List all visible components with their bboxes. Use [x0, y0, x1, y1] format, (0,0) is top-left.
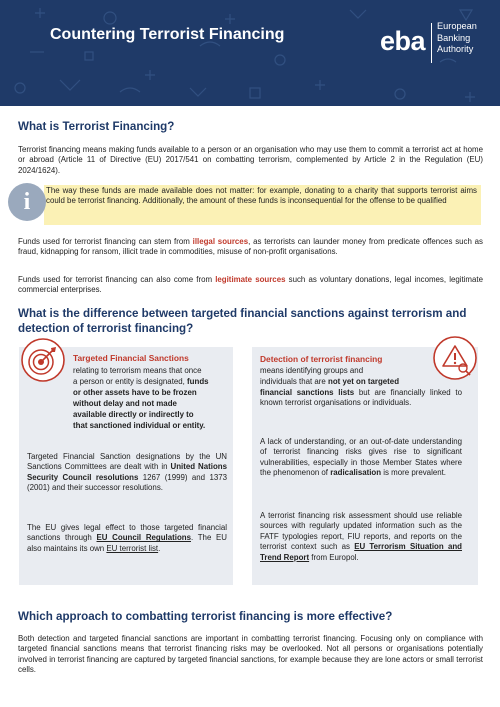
assessment-text: A terrorist financing risk assessment should use reliable sources with regularly updated information such as the FATF typologies report, FIU reports, and reports on the terrorist context such as	[260, 511, 462, 552]
sanctions-line	[73, 377, 209, 387]
eba-logo	[380, 21, 477, 63]
un-sanctions-paragraph	[27, 452, 227, 494]
note-text: The way these funds are made available does not matter: for example, donating to a charity that supports terrorist aims could be terrorist financing. Additionally, the amount of these funds is inconsequential for the offense to be qualified	[46, 186, 477, 206]
eu-text: .	[158, 543, 161, 553]
target-icon	[20, 337, 66, 383]
logo-line: Authority	[437, 44, 474, 54]
p3-text: such as voluntary donations, legal incomes, legitimate commercial enterprises.	[18, 275, 483, 295]
detection-line	[260, 377, 399, 387]
logo-wordmark	[437, 21, 477, 56]
risk-vulnerability-paragraph	[260, 437, 462, 479]
radicalisation-term: radicalisation	[330, 468, 382, 478]
section-heading-difference: What is the difference between targeted financial sanctions against terrorism and detection of terrorist financing?	[18, 307, 467, 335]
risk-assessment-paragraph	[260, 511, 462, 563]
detection-bold: not yet on targeted	[328, 377, 400, 386]
detection-paragraph	[260, 388, 462, 409]
intro-paragraph: Terrorist financing means making funds available to a person or an organisation who may use them to commit a terrorist act at home or abroad (Article 11 of Directive (EU) 2017/541 on combatting terrorism, complemented by Article 2 in the Regulation (EU) 2024/1624).	[18, 145, 483, 175]
europol-te-sat-link[interactable]: EU Terrorism Situation and Trend Report	[260, 542, 462, 562]
legitimate-sources-paragraph	[18, 275, 483, 296]
legitimate-sources-term: legitimate sources	[215, 275, 286, 284]
sanctions-line: available directly or indirectly to	[73, 410, 194, 419]
p3-text: Funds used for terrorist financing can also come from	[18, 275, 216, 284]
logo-line: European	[437, 21, 477, 31]
assessment-text: from Europol.	[309, 552, 359, 562]
sanctions-bold: funds	[187, 377, 209, 386]
sanctions-line: that sanctioned individual or entity.	[73, 421, 206, 430]
eu-text: . The EU also maintains its own	[27, 533, 228, 553]
alert-icon	[432, 335, 478, 381]
detection-text: but are financially linked to known terrorist organisations or individuals.	[260, 388, 462, 408]
logo-line: Banking	[437, 32, 471, 43]
illegal-sources-term: illegal sources	[192, 237, 249, 246]
conclusion-paragraph: Both detection and targeted financial sanctions are important in combatting terrorist financing. Focusing only on compliance with targeted financial sanctions means that terrorist financing risks may be overlooked. Not all persons or organisations potentially involved in terrorist financing are captured by targeted financial sanctions, for example because they are lone actors or small terrorist cells.	[18, 634, 483, 675]
risk-text: A lack of understanding, or an out-of-date understanding of terrorist financing risks gives rise to significant vulnerabilities, especially in those Member States where the phenomenon of	[260, 437, 462, 478]
eu-terrorist-list-link[interactable]: EU terrorist list	[106, 543, 159, 553]
section-heading-which: Which approach to combatting terrorist financing is more effective?	[18, 610, 393, 623]
sanctions-title: Targeted Financial Sanctions	[73, 353, 189, 363]
header-banner	[0, 0, 500, 106]
p2-text: , as terrorists can launder money from predicate offences such as fraud, kidnapping for ransom, illicit trade in commodities, misuse of non-profit organisations.	[18, 237, 484, 257]
detection-title: Detection of terrorist financing	[260, 354, 383, 364]
page-title: Countering Terrorist Financing	[50, 26, 285, 43]
unsc-resolutions: United Nations Security Council resolutions	[27, 462, 227, 482]
sanctions-text: a person or entity is designated,	[73, 377, 188, 386]
un-text: 1267 (1999) and 1373 (2001) and their successor resolutions.	[27, 472, 227, 493]
section-heading-what: What is Terrorist Financing?	[18, 120, 175, 133]
detection-bold: financial sanctions lists	[260, 388, 355, 397]
eu-text: The EU gives legal effect to those targeted financial sanctions through	[27, 523, 227, 543]
sanctions-line: or other assets have to be frozen	[73, 388, 197, 397]
info-icon: i	[8, 183, 46, 221]
un-text: Targeted Financial Sanction designations by the UN Sanctions Committees are dealt with in	[27, 452, 227, 472]
illegal-sources-paragraph	[18, 237, 483, 258]
logo-divider	[431, 23, 432, 63]
eu-sanctions-paragraph	[27, 523, 227, 554]
logo-mark: eba	[380, 26, 426, 56]
highlight-note	[44, 185, 481, 225]
eu-council-regulations-link[interactable]: EU Council Regulations	[96, 533, 191, 543]
detection-text: individuals that are	[260, 377, 328, 386]
p2-text: Funds used for terrorist financing can stem from	[18, 237, 193, 246]
risk-text: is more prevalent.	[381, 468, 446, 478]
detection-line: means identifying groups and	[260, 366, 364, 375]
sanctions-line: relating to terrorism means that once	[73, 366, 202, 375]
sanctions-line: without delay and not made	[73, 399, 177, 408]
